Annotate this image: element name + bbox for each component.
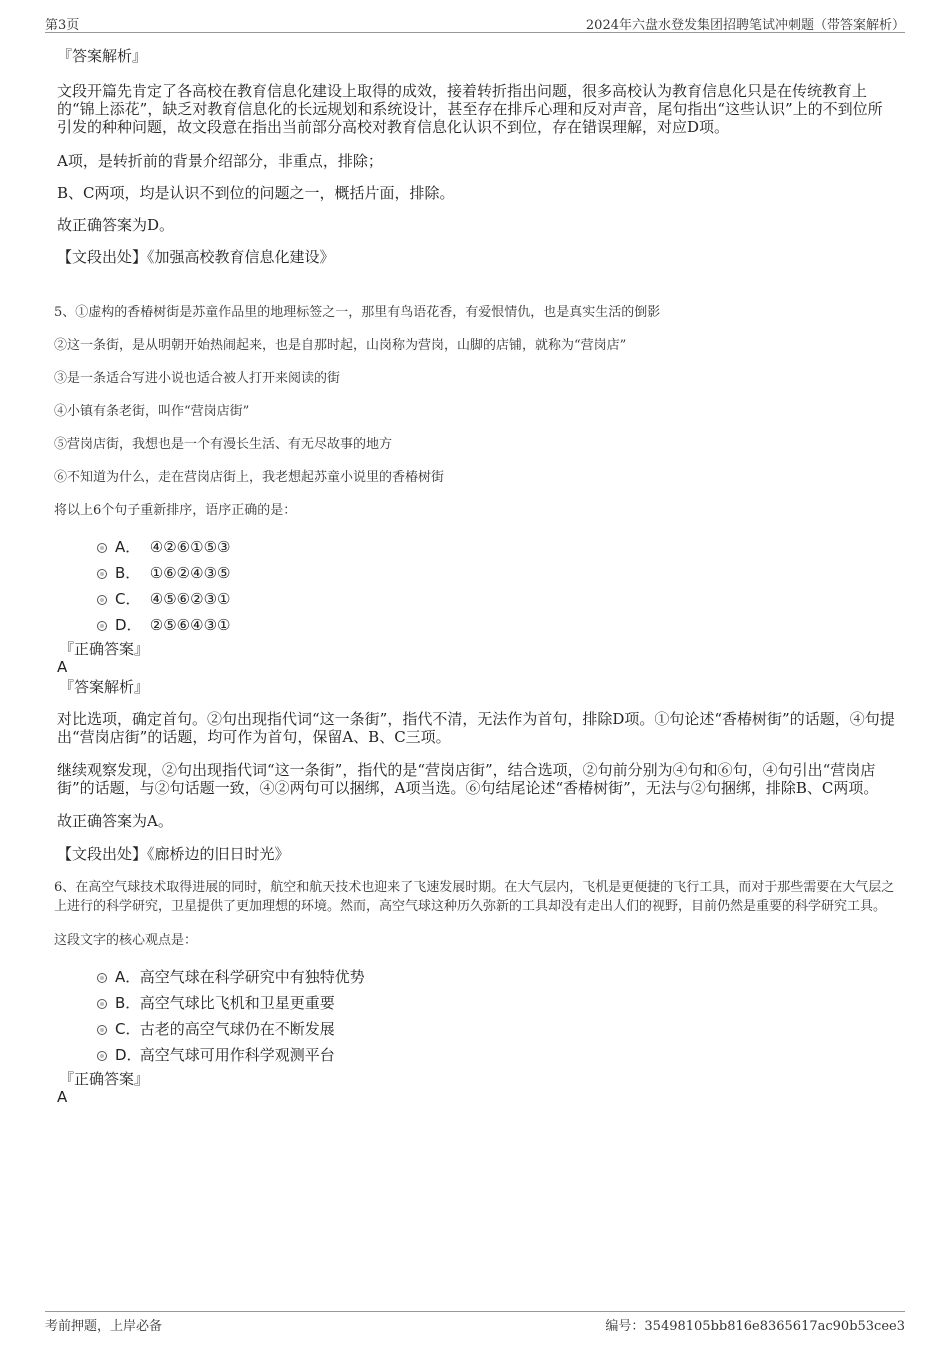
radio-button-icon[interactable]: [97, 973, 107, 983]
answer-label: 『正确答案』: [59, 640, 150, 658]
option-letter: C．: [115, 1020, 141, 1038]
option-text: ④②⑥①⑤③: [149, 538, 231, 556]
page-header: [45, 12, 905, 33]
analysis-paragraph: B、C两项，均是认识不到位的问题之一，概括片面，排除。: [57, 184, 455, 202]
option-letter: B．: [115, 994, 141, 1012]
document-id: 编号：35498105bb816e8365617ac90b53cee3: [605, 1319, 905, 1334]
radio-button-icon[interactable]: [97, 1051, 107, 1061]
option-list: [57, 964, 897, 1068]
radio-button-icon[interactable]: [97, 1025, 107, 1035]
option-list: [57, 534, 897, 638]
correct-answer: A: [57, 1088, 68, 1106]
option-text: ②⑤⑥④③①: [149, 616, 231, 634]
source-citation: 【文段出处】《加强高校教育信息化建设》: [57, 248, 335, 266]
radio-button-icon[interactable]: [97, 569, 107, 579]
option-text: 高空气球比飞机和卫星更重要: [139, 994, 335, 1012]
question-sentence: ③是一条适合写进小说也适合被人打开来阅读的街: [54, 371, 341, 386]
analysis-label: 『答案解析』: [57, 47, 148, 65]
radio-button-icon[interactable]: [97, 999, 107, 1009]
page-number: 第3页: [45, 18, 80, 33]
option-letter: B．: [115, 564, 141, 582]
option-text: 古老的高空气球仍在不断发展: [139, 1020, 335, 1038]
analysis-conclusion: 故正确答案为A。: [57, 812, 173, 830]
option-letter: C．: [115, 590, 141, 608]
option-letter: A．: [115, 968, 141, 986]
option-text: ①⑥②④③⑤: [149, 564, 231, 582]
option-c[interactable]: [57, 586, 897, 612]
question-prompt: 将以上6个句子重新排序，语序正确的是：: [54, 503, 297, 518]
option-letter: D．: [115, 616, 142, 634]
option-c[interactable]: [57, 1016, 897, 1042]
analysis-paragraph: 对比选项，确定首句。②句出现指代词“这一条街”，指代不清，无法作为首句，排除D项。①句论述“香椿树街”的话题，④句提出“营岗店街”的话题，均可作为首句，保留A、B、C三项。: [57, 710, 895, 746]
option-a[interactable]: [57, 534, 897, 560]
radio-button-icon[interactable]: [97, 621, 107, 631]
question-sentence: ②这一条街，是从明朝开始热闹起来，也是自那时起，山岗称为营岗，山脚的店铺，就称为“营岗店”: [54, 338, 627, 353]
option-b[interactable]: [57, 990, 897, 1016]
analysis-paragraph: 继续观察发现，②句出现指代词“这一条街”，指代的是“营岗店街”，结合选项，②句前分别为④句和⑥句，④句引出“营岗店街”的话题，与②句话题一致，④②两句可以捆绑，A项当选。⑥句结尾论述“香椿树街”，无法与②句捆绑，排除B、C两项。: [57, 761, 879, 797]
document-title: 2024年六盘水登发集团招聘笔试冲刺题（带答案解析）: [585, 18, 905, 33]
source-citation: 【文段出处】《廊桥边的旧日时光》: [57, 845, 290, 863]
analysis-paragraph: A项，是转折前的背景介绍部分，非重点，排除；: [57, 152, 383, 170]
footer-slogan: 考前押题，上岸必备: [45, 1319, 163, 1334]
option-text: 高空气球在科学研究中有独特优势: [139, 968, 365, 986]
analysis-conclusion: 故正确答案为D。: [57, 216, 175, 234]
option-b[interactable]: [57, 560, 897, 586]
question-stem: 5、①虚构的香椿树街是苏童作品里的地理标签之一，那里有鸟语花香，有爱恨情仇，也是真实生活的倒影: [54, 305, 661, 320]
page-footer: [45, 1311, 905, 1334]
option-d[interactable]: [57, 1042, 897, 1068]
option-text: ④⑤⑥②③①: [149, 590, 231, 608]
question-prompt: 这段文字的核心观点是：: [54, 933, 198, 948]
question-sentence: ⑤营岗店街，我想也是一个有漫长生活、有无尽故事的地方: [54, 437, 393, 452]
option-d[interactable]: [57, 612, 897, 638]
option-letter: D．: [115, 1046, 142, 1064]
correct-answer: A: [57, 658, 68, 676]
analysis-label: 『答案解析』: [59, 678, 150, 696]
option-letter: A．: [115, 538, 141, 556]
option-text: 高空气球可用作科学观测平台: [139, 1046, 335, 1064]
radio-button-icon[interactable]: [97, 543, 107, 553]
page-content: [54, 47, 897, 1106]
analysis-paragraph: 文段开篇先肯定了各高校在教育信息化建设上取得的成效，接着转折指出问题，很多高校认为教育信息化只是在传统教育上的“锦上添花”，缺乏对教育信息化的长远规划和系统设计，甚至存在排斥心理和反对声音，尾句指出“这些认识”上的不到位所引发的种种问题，故文段意在指出当前部分高校对教育信息化认识不到位，存在错误理解，对应D项。: [57, 82, 883, 136]
answer-label: 『正确答案』: [59, 1070, 150, 1088]
question-sentence: ④小镇有条老街，叫作“营岗店街”: [54, 404, 250, 419]
question-stem: 6、在高空气球技术取得进展的同时，航空和航天技术也迎来了飞速发展时期。在大气层内，飞机是更便捷的飞行工具，而对于那些需要在大气层之上进行的科学研究，卫星提供了更加理想的环境。然而，高空气球这种历久弥新的工具却没有走出人们的视野，目前仍然是重要的科学研究工具。: [54, 880, 895, 914]
question-sentence: ⑥不知道为什么，走在营岗店街上，我老想起苏童小说里的香椿树街: [54, 470, 445, 485]
radio-button-icon[interactable]: [97, 595, 107, 605]
option-a[interactable]: [57, 964, 897, 990]
